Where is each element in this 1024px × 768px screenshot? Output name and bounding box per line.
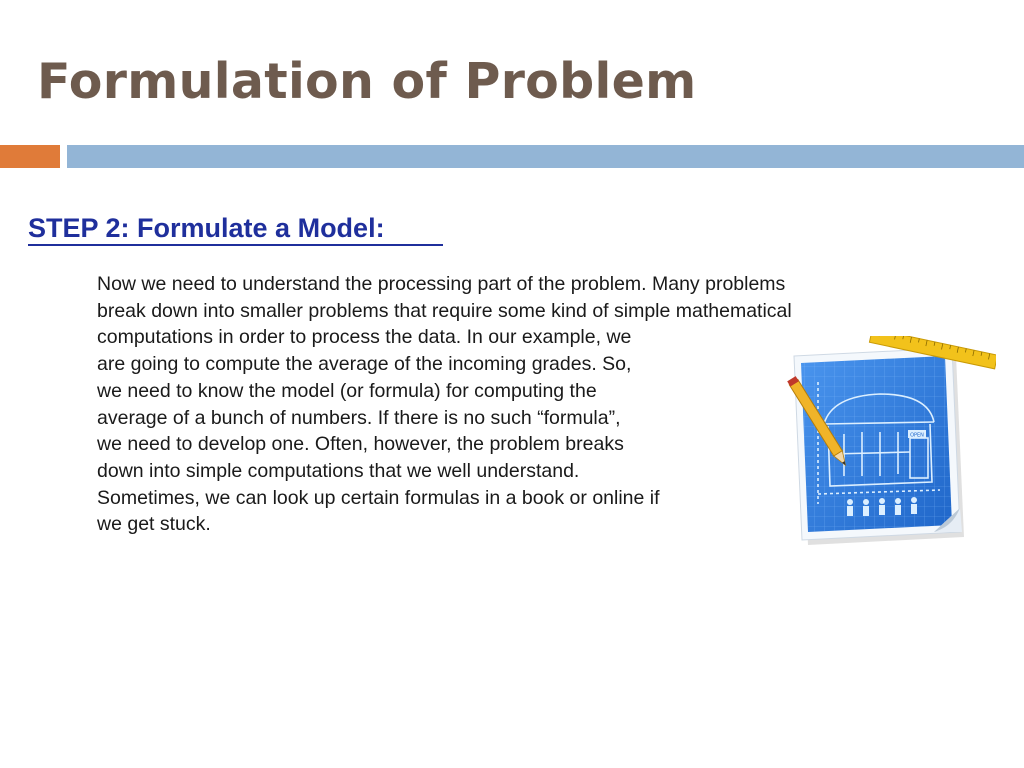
body-line: average of a bunch of numbers. If there is no such “formula”, — [97, 406, 621, 429]
body-line: Now we need to understand the processing part of the problem. Many problems — [97, 273, 786, 295]
step-heading: STEP 2: Formulate a Model: — [28, 213, 385, 243]
body-line: down into simple computations that we well understand. — [97, 459, 580, 482]
accent-bar — [0, 145, 60, 168]
slide-title: Formulation of Problem — [37, 53, 697, 110]
body-line: Sometimes, we can look up certain formulas in a book or online if — [97, 486, 660, 509]
blueprint-icon — [784, 336, 996, 548]
sign-label: OPEN — [910, 432, 924, 439]
body-line: computations in order to process the data. In our example, we — [97, 326, 632, 349]
body-line: we get stuck. — [97, 513, 211, 536]
body-line: we need to know the model (or formula) for computing the — [97, 379, 597, 402]
body-line: we need to develop one. Often, however, the problem breaks — [97, 433, 624, 456]
step-heading-underline — [28, 244, 443, 246]
body-line: break down into smaller problems that require some kind of simple mathematical — [97, 299, 792, 322]
body-line: are going to compute the average of the incoming grades. So, — [97, 353, 632, 376]
title-divider-bar — [67, 145, 1024, 168]
